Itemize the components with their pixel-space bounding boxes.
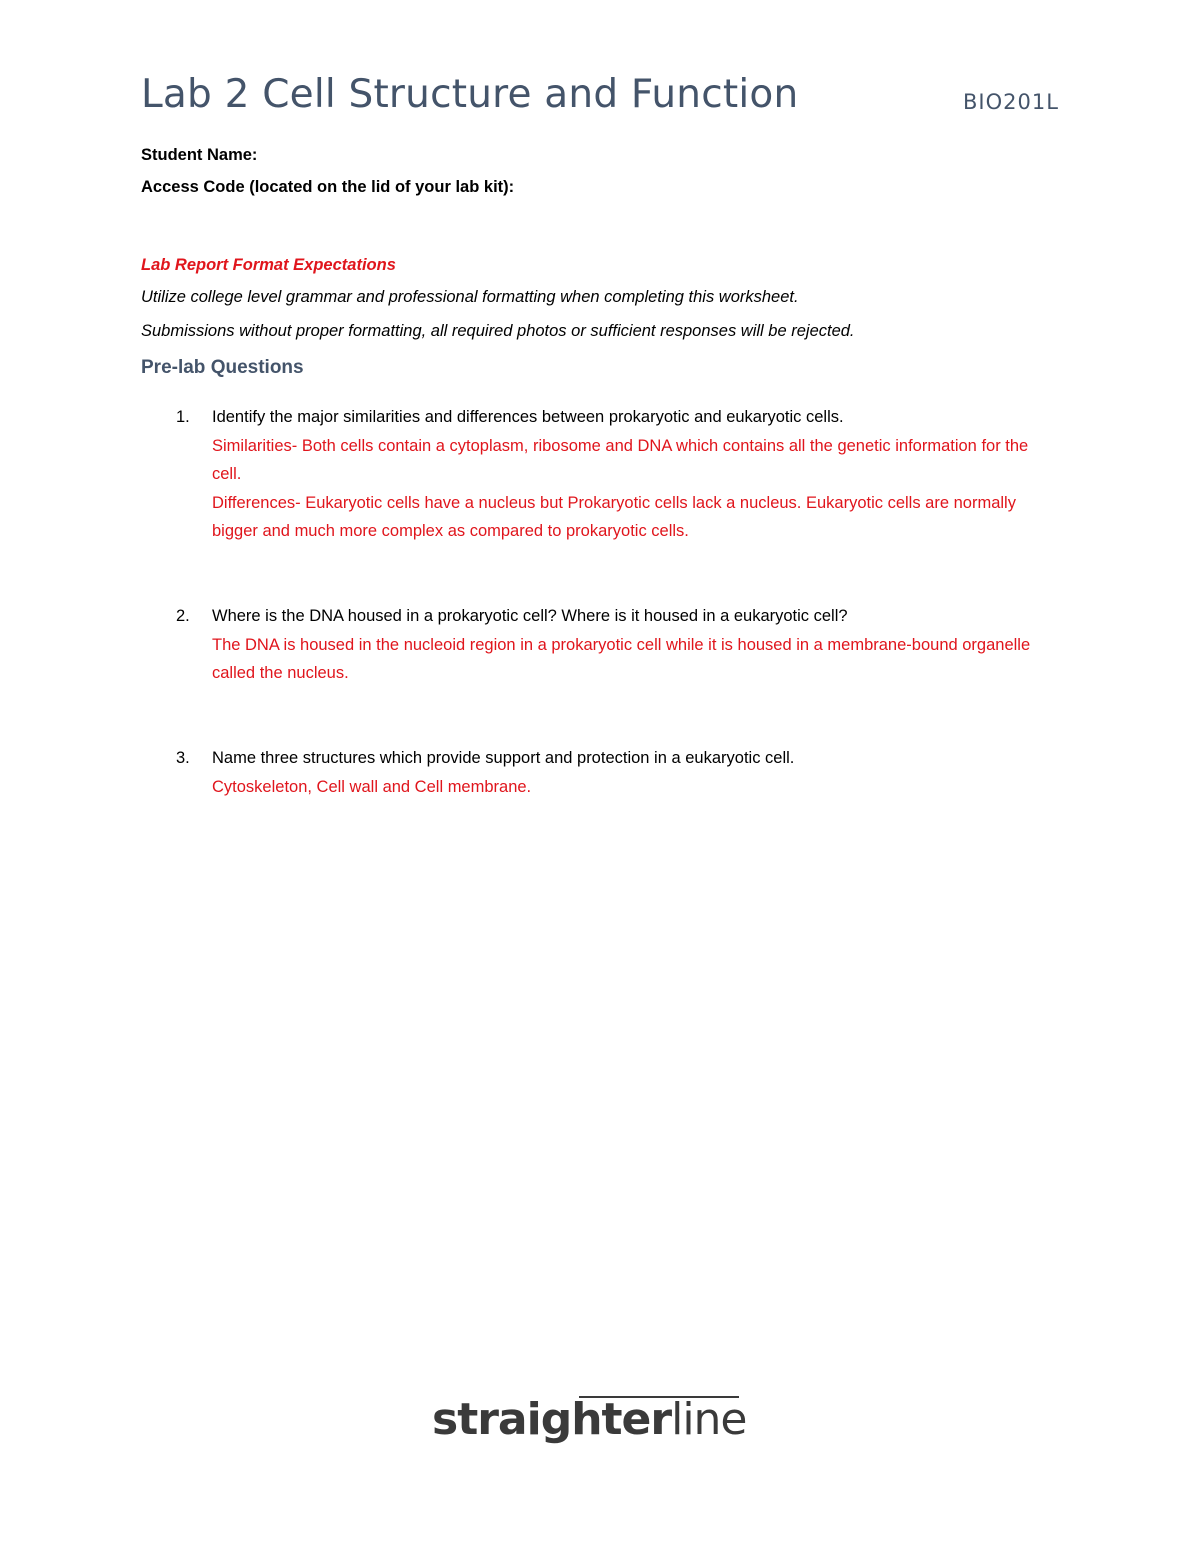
- question-text: Identify the major similarities and differences between prokaryotic and eukaryotic cells.: [212, 408, 844, 426]
- question-number: 3.: [176, 749, 190, 767]
- straighterline-logo: [432, 1392, 772, 1456]
- logo-wordmark: [432, 1392, 747, 1448]
- answer-text: The DNA is housed in the nucleoid region in a prokaryotic cell while it is housed in a membrane-bound organelle called the nucleus.: [212, 635, 1031, 682]
- format-expectation-line: Submissions without proper formatting, all required photos or sufficient responses will be rejected.: [141, 322, 855, 340]
- answer-text: Cytoskeleton, Cell wall and Cell membrane.: [212, 777, 532, 796]
- format-expectations-heading: Lab Report Format Expectations: [141, 256, 396, 274]
- answer-text: Similarities- Both cells contain a cytoplasm, ribosome and DNA which contains all the genetic information for the cell.: [212, 436, 1029, 483]
- question-body: [212, 602, 1062, 688]
- question-number: 2.: [176, 607, 190, 625]
- prelab-heading: Pre-lab Questions: [141, 357, 304, 378]
- logo-wordmark-light: line: [671, 1394, 747, 1445]
- page-title: Lab 2 Cell Structure and Function: [141, 72, 799, 117]
- question-body: [212, 403, 1062, 546]
- course-code: BIO201L: [963, 90, 1059, 114]
- answer-text: Differences- Eukaryotic cells have a nucleus but Prokaryotic cells lack a nucleus. Eukaryotic cells are normally bigger and much more complex as compared to prokaryotic cells.: [212, 493, 1016, 540]
- question-number: 1.: [176, 408, 190, 426]
- question-body: [212, 744, 1062, 801]
- question-text: Name three structures which provide support and protection in a eukaryotic cell.: [212, 749, 795, 767]
- question-text: Where is the DNA housed in a prokaryotic cell? Where is it housed in a eukaryotic cell?: [212, 607, 848, 625]
- logo-wordmark-bold: straighter: [432, 1394, 672, 1445]
- student-name-label: Student Name:: [141, 146, 258, 164]
- format-expectation-line: Utilize college level grammar and professional formatting when completing this worksheet.: [141, 288, 799, 306]
- access-code-label: Access Code (located on the lid of your lab kit):: [141, 178, 515, 196]
